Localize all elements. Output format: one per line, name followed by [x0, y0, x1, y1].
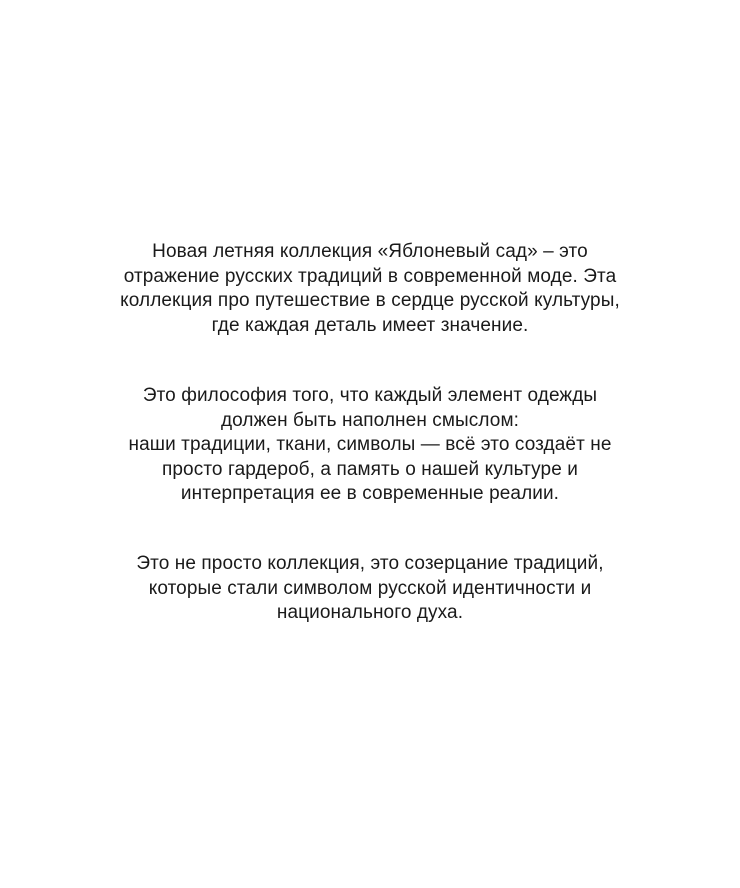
paragraph-line: должен быть наполнен смыслом:: [220, 409, 520, 431]
paragraph-line: где каждая деталь имеет значение.: [211, 314, 529, 336]
paragraph-line: Новая летняя коллекция «Яблоневый сад» – это: [152, 241, 588, 262]
paragraph-line: национального духа.: [276, 602, 464, 623]
paragraph-conclusion: [0, 552, 740, 626]
paragraph-collection-intro: [0, 240, 740, 338]
paragraph-line: наши традиции, ткани, символы — всё это создаёт не: [128, 434, 612, 455]
paragraph-line: Это философия того, что каждый элемент одежды: [142, 385, 598, 406]
paragraph-line: коллекция про путешествие в сердце русской культуры,: [120, 290, 620, 311]
paragraph-line: которые стали символом русской идентичности и: [148, 577, 592, 599]
paragraph-line: отражение русских традиций в современной моде. Эта: [123, 265, 617, 287]
paragraph-line: Это не просто коллекция, это созерцание традиций,: [136, 553, 604, 574]
paragraph-line: просто гардероб, а память о нашей культуре и: [162, 458, 578, 480]
paragraph-philosophy: [0, 384, 740, 507]
paragraph-line: интерпретация ее в современные реалии.: [180, 483, 560, 504]
